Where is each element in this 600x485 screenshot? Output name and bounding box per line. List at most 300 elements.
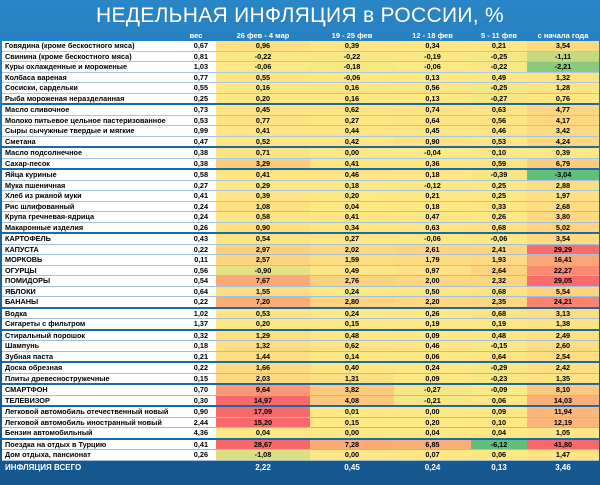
header-period-3: 12 - 18 фев	[412, 31, 453, 40]
row-label: Крупа гречневая-ядрица	[2, 212, 176, 223]
value-cell: 0,24	[394, 362, 471, 373]
value-cell: 1,31	[310, 373, 394, 384]
table-row	[2, 428, 599, 439]
ytd-cell: 2,88	[527, 180, 599, 191]
ytd-cell: 0,39	[527, 147, 599, 158]
row-label: Плиты древесностружечные	[2, 373, 176, 384]
value-cell: 0,68	[471, 222, 527, 233]
value-cell: 14,97	[216, 395, 310, 406]
value-cell: 0,41	[216, 126, 310, 137]
value-cell: 0,00	[394, 406, 471, 417]
table-row	[2, 222, 599, 233]
value-cell: 2,35	[471, 297, 527, 308]
value-cell: 0,48	[310, 330, 394, 341]
value-cell: 2,64	[471, 265, 527, 276]
value-cell: 0,74	[394, 104, 471, 115]
value-cell: 0,26	[394, 308, 471, 319]
value-cell: 0,09	[394, 373, 471, 384]
value-cell: 0,13	[394, 72, 471, 83]
row-weight: 0,90	[176, 406, 216, 417]
row-weight: 0,54	[176, 276, 216, 287]
ytd-cell: 24,21	[527, 297, 599, 308]
table-row	[2, 83, 599, 94]
value-cell: 0,06	[471, 450, 527, 461]
value-cell: -0,06	[471, 233, 527, 244]
ytd-cell: 3,13	[527, 308, 599, 319]
value-cell: 0,50	[394, 286, 471, 297]
table-row	[2, 439, 599, 450]
value-cell: 0,01	[310, 406, 394, 417]
ytd-cell: 1,05	[527, 428, 599, 439]
total-value: 0,13	[491, 462, 507, 472]
value-cell: 0,25	[471, 180, 527, 191]
ytd-cell: 2,49	[527, 330, 599, 341]
row-label: Рыба мороженая неразделанная	[2, 93, 176, 104]
total-value: 3,46	[555, 462, 571, 472]
value-cell: 0,27	[310, 115, 394, 126]
value-cell: 1,29	[216, 330, 310, 341]
value-cell: 0,16	[216, 83, 310, 94]
value-cell: 0,39	[310, 41, 394, 51]
value-cell: 0,64	[394, 115, 471, 126]
ytd-cell: 1,97	[527, 191, 599, 202]
value-cell: 0,96	[216, 41, 310, 51]
value-cell: -0,25	[471, 51, 527, 62]
ytd-cell: 2,60	[527, 341, 599, 352]
header-period-4: 5 - 11 фев	[480, 31, 518, 40]
value-cell: 0,20	[216, 93, 310, 104]
row-label: Сигареты с фильтром	[2, 319, 176, 330]
value-cell: 28,67	[216, 439, 310, 450]
table-row	[2, 180, 599, 191]
value-cell: 3,29	[216, 158, 310, 169]
value-cell: 2,41	[471, 244, 527, 255]
table-row	[2, 244, 599, 255]
value-cell: 1,44	[216, 351, 310, 362]
ytd-cell: 5,54	[527, 286, 599, 297]
value-cell: 2,97	[216, 244, 310, 255]
value-cell: 2,80	[310, 297, 394, 308]
value-cell: -0,39	[471, 169, 527, 180]
row-weight: 0,24	[176, 201, 216, 212]
total-weight	[176, 460, 216, 475]
table-row	[2, 373, 599, 384]
value-cell: 0,55	[216, 72, 310, 83]
row-label: Макаронные изделия	[2, 222, 176, 233]
value-cell: -0,19	[394, 51, 471, 62]
table-row	[2, 191, 599, 202]
row-weight: 0,64	[176, 286, 216, 297]
table-row	[2, 233, 599, 244]
value-cell: 0,25	[471, 191, 527, 202]
ytd-cell: 3,54	[527, 233, 599, 244]
row-weight: 0,32	[176, 330, 216, 341]
value-cell: -0,06	[394, 62, 471, 73]
value-cell: 1,66	[216, 362, 310, 373]
value-cell: 0,97	[394, 265, 471, 276]
value-cell: 0,56	[471, 115, 527, 126]
value-cell: -0,90	[216, 265, 310, 276]
value-cell: 0,04	[394, 428, 471, 439]
value-cell: 0,46	[471, 126, 527, 137]
row-weight: 0,26	[176, 222, 216, 233]
row-label: СМАРТФОН	[2, 384, 176, 395]
value-cell: -0,06	[216, 62, 310, 73]
value-cell: 2,32	[471, 276, 527, 287]
header-weight: вес	[189, 31, 203, 40]
value-cell: 0,62	[310, 104, 394, 115]
row-label: Рис шлифованный	[2, 201, 176, 212]
value-cell: 1,59	[310, 255, 394, 266]
table-row	[2, 297, 599, 308]
row-label: МОРКОВЬ	[2, 255, 176, 266]
value-cell: 0,59	[471, 158, 527, 169]
ytd-cell: 5,02	[527, 222, 599, 233]
value-cell: 0,62	[310, 341, 394, 352]
row-label: Легковой автомобиль отечественный новый	[2, 406, 176, 417]
value-cell: 0,56	[394, 83, 471, 94]
table-row	[2, 255, 599, 266]
value-cell: 1,08	[216, 201, 310, 212]
value-cell: -0,25	[471, 83, 527, 94]
row-label: Шампунь	[2, 341, 176, 352]
row-weight: 0,38	[176, 147, 216, 158]
row-label: Молоко питьевое цельное пастеризованное	[2, 115, 176, 126]
ytd-cell: 41,80	[527, 439, 599, 450]
table-row	[2, 201, 599, 212]
value-cell: 0,16	[310, 93, 394, 104]
total-label: ИНФЛЯЦИЯ ВСЕГО	[5, 462, 82, 472]
row-label: Сахар-песок	[2, 158, 176, 169]
value-cell: 1,93	[471, 255, 527, 266]
row-weight: 1,37	[176, 319, 216, 330]
value-cell: 1,32	[216, 341, 310, 352]
row-weight: 4,36	[176, 428, 216, 439]
value-cell: 0,63	[471, 104, 527, 115]
value-cell: 0,58	[216, 212, 310, 223]
table-row	[2, 319, 599, 330]
table-row	[2, 147, 599, 158]
value-cell: 0,00	[310, 147, 394, 158]
value-cell: 0,18	[394, 201, 471, 212]
value-cell: -0,22	[471, 62, 527, 73]
value-cell: 0,41	[310, 212, 394, 223]
value-cell: 0,46	[394, 341, 471, 352]
row-weight: 0,30	[176, 395, 216, 406]
value-cell: 0,34	[394, 41, 471, 51]
value-cell: 0,06	[471, 395, 527, 406]
ytd-cell: 0,76	[527, 93, 599, 104]
row-label: Легковой автомобиль иностранный новый	[2, 417, 176, 428]
value-cell: -0,27	[471, 93, 527, 104]
value-cell: 0,71	[216, 147, 310, 158]
value-cell: 2,03	[216, 373, 310, 384]
value-cell: 0,26	[471, 212, 527, 223]
value-cell: -0,15	[471, 341, 527, 352]
value-cell: 3,82	[310, 384, 394, 395]
value-cell: 0,68	[471, 308, 527, 319]
value-cell: 0,10	[471, 417, 527, 428]
ytd-cell: 2,42	[527, 362, 599, 373]
value-cell: 0,46	[310, 169, 394, 180]
value-cell: -0,18	[310, 62, 394, 73]
value-cell: 0,24	[310, 286, 394, 297]
row-label: Свинина (кроме бескостного мяса)	[2, 51, 176, 62]
header-ytd: с начала года	[537, 31, 589, 40]
value-cell: 0,29	[216, 180, 310, 191]
value-cell: 0,33	[471, 201, 527, 212]
table-row	[2, 330, 599, 341]
value-cell: 0,21	[471, 41, 527, 51]
value-cell: 0,20	[310, 191, 394, 202]
value-cell: 0,64	[471, 351, 527, 362]
value-cell: 7,28	[310, 439, 394, 450]
row-weight: 0,67	[176, 41, 216, 51]
value-cell: 0,90	[216, 222, 310, 233]
value-cell: -0,06	[394, 233, 471, 244]
row-label: ОГУРЦЫ	[2, 265, 176, 276]
value-cell: 0,49	[471, 72, 527, 83]
total-row	[2, 460, 599, 475]
ytd-cell: 3,80	[527, 212, 599, 223]
ytd-cell: 1,47	[527, 450, 599, 461]
row-weight: 0,56	[176, 265, 216, 276]
value-cell: 0,13	[394, 93, 471, 104]
value-cell: 2,61	[394, 244, 471, 255]
value-cell: 0,44	[310, 126, 394, 137]
value-cell: 0,42	[310, 136, 394, 147]
value-cell: 2,00	[394, 276, 471, 287]
row-label: ЯБЛОКИ	[2, 286, 176, 297]
row-label: Бензин автомобильный	[2, 428, 176, 439]
table-row	[2, 276, 599, 287]
table-row	[2, 72, 599, 83]
value-cell: 0,48	[471, 330, 527, 341]
table-row	[2, 51, 599, 62]
row-weight: 1,03	[176, 62, 216, 73]
table-row	[2, 136, 599, 147]
ytd-cell: 4,77	[527, 104, 599, 115]
row-weight: 0,41	[176, 439, 216, 450]
value-cell: 0,04	[310, 201, 394, 212]
header-period-1: 26 фев - 4 мар	[236, 31, 290, 40]
value-cell: 0,19	[471, 319, 527, 330]
row-weight: 0,18	[176, 341, 216, 352]
row-weight: 1,02	[176, 308, 216, 319]
row-weight: 0,22	[176, 244, 216, 255]
total-value: 0,24	[424, 462, 441, 472]
value-cell: -0,09	[471, 384, 527, 395]
value-cell: 0,45	[216, 104, 310, 115]
value-cell: 15,20	[216, 417, 310, 428]
value-cell: 4,08	[310, 395, 394, 406]
row-label: Сосиски, сардельки	[2, 83, 176, 94]
row-label: Говядина (кроме бескостного мяса)	[2, 41, 176, 51]
value-cell: -0,06	[310, 72, 394, 83]
row-label: Дом отдыха, пансионат	[2, 450, 176, 461]
table-row	[2, 93, 599, 104]
ytd-cell: -3,04	[527, 169, 599, 180]
value-cell: 0,00	[310, 428, 394, 439]
table-row	[2, 362, 599, 373]
table-row	[2, 126, 599, 137]
value-cell: 9,64	[216, 384, 310, 395]
value-cell: 1,55	[216, 286, 310, 297]
value-cell: 0,41	[310, 158, 394, 169]
value-cell: 0,53	[216, 308, 310, 319]
value-cell: -0,22	[216, 51, 310, 62]
value-cell: -6,12	[471, 439, 527, 450]
ytd-cell: 1,32	[527, 72, 599, 83]
row-label: БАНАНЫ	[2, 297, 176, 308]
value-cell: 0,47	[394, 212, 471, 223]
row-weight: 0,38	[176, 158, 216, 169]
value-cell: 0,00	[310, 450, 394, 461]
table-row	[2, 265, 599, 276]
value-cell: 0,41	[216, 169, 310, 180]
value-cell: 1,79	[394, 255, 471, 266]
value-cell: 0,24	[310, 308, 394, 319]
value-cell: -0,29	[471, 362, 527, 373]
value-cell: -1,08	[216, 450, 310, 461]
row-weight: 0,73	[176, 104, 216, 115]
value-cell: 0,54	[216, 233, 310, 244]
row-weight: 0,24	[176, 212, 216, 223]
ytd-cell: 1,35	[527, 373, 599, 384]
table-row	[2, 62, 599, 73]
value-cell: 0,06	[394, 351, 471, 362]
row-label: КАПУСТА	[2, 244, 176, 255]
row-weight: 0,21	[176, 351, 216, 362]
ytd-cell: 22,27	[527, 265, 599, 276]
row-weight: 0,58	[176, 169, 216, 180]
row-weight: 0,11	[176, 255, 216, 266]
header-name	[2, 31, 176, 41]
ytd-cell: 1,28	[527, 83, 599, 94]
value-cell: 2,02	[310, 244, 394, 255]
chart-title: НЕДЕЛЬНАЯ ИНФЛЯЦИЯ в РОССИИ, %	[96, 4, 504, 27]
value-cell: 0,19	[394, 319, 471, 330]
row-weight: 0,77	[176, 72, 216, 83]
value-cell: -0,22	[310, 51, 394, 62]
value-cell: 0,68	[471, 286, 527, 297]
value-cell: 17,09	[216, 406, 310, 417]
row-label: Сметана	[2, 136, 176, 147]
row-weight: 0,27	[176, 180, 216, 191]
ytd-cell: 8,10	[527, 384, 599, 395]
total-value: 0,45	[344, 462, 360, 472]
value-cell: 7,20	[216, 297, 310, 308]
value-cell: 0,36	[394, 158, 471, 169]
value-cell: -0,04	[394, 147, 471, 158]
value-cell: 0,34	[310, 222, 394, 233]
ytd-cell: 29,29	[527, 244, 599, 255]
row-weight: 0,55	[176, 83, 216, 94]
row-weight: 0,25	[176, 93, 216, 104]
table-row	[2, 351, 599, 362]
value-cell: -0,23	[471, 373, 527, 384]
row-label: Мука пшеничная	[2, 180, 176, 191]
ytd-cell: -1,11	[527, 51, 599, 62]
value-cell: 0,21	[394, 191, 471, 202]
value-cell: 6,85	[394, 439, 471, 450]
table-row	[2, 115, 599, 126]
row-label: ПОМИДОРЫ	[2, 276, 176, 287]
table-row	[2, 286, 599, 297]
value-cell: 0,27	[310, 233, 394, 244]
ytd-cell: 2,54	[527, 351, 599, 362]
value-cell: 0,52	[216, 136, 310, 147]
header-row	[2, 31, 599, 41]
header-period-2: 19 - 25 фев	[331, 31, 373, 40]
table-row	[2, 169, 599, 180]
value-cell: 0,49	[310, 265, 394, 276]
ytd-cell: 12,19	[527, 417, 599, 428]
value-cell: 0,16	[310, 83, 394, 94]
row-weight: 0,22	[176, 297, 216, 308]
row-label: КАРТОФЕЛЬ	[2, 233, 176, 244]
table-row	[2, 395, 599, 406]
row-weight: 0,43	[176, 233, 216, 244]
ytd-cell: 3,42	[527, 126, 599, 137]
row-weight: 0,26	[176, 450, 216, 461]
row-label: Хлеб из ржаной муки	[2, 191, 176, 202]
value-cell: 0,53	[471, 136, 527, 147]
value-cell: 0,15	[310, 417, 394, 428]
ytd-cell: -2,21	[527, 62, 599, 73]
row-weight: 2,44	[176, 417, 216, 428]
value-cell: 0,18	[394, 169, 471, 180]
value-cell: 7,67	[216, 276, 310, 287]
value-cell: -0,12	[394, 180, 471, 191]
row-weight: 0,22	[176, 362, 216, 373]
value-cell: 0,90	[394, 136, 471, 147]
row-label: Водка	[2, 308, 176, 319]
value-cell: 0,63	[394, 222, 471, 233]
table-row	[2, 104, 599, 115]
table-row	[2, 41, 599, 51]
row-label: Колбаса вареная	[2, 72, 176, 83]
value-cell: 0,15	[310, 319, 394, 330]
row-label: ТЕЛЕВИЗОР	[2, 395, 176, 406]
row-label: Стиральный порошок	[2, 330, 176, 341]
value-cell: 0,09	[471, 406, 527, 417]
value-cell: 0,14	[310, 351, 394, 362]
ytd-cell: 16,41	[527, 255, 599, 266]
ytd-cell: 2,68	[527, 201, 599, 212]
row-weight: 0,41	[176, 191, 216, 202]
table-row	[2, 384, 599, 395]
row-label: Масло сливочное	[2, 104, 176, 115]
value-cell: 0,09	[394, 330, 471, 341]
row-label: Яйца куриные	[2, 169, 176, 180]
table-row	[2, 158, 599, 169]
table-row	[2, 406, 599, 417]
row-label: Масло подсолнечное	[2, 147, 176, 158]
value-cell: 0,40	[310, 362, 394, 373]
value-cell: 2,20	[394, 297, 471, 308]
ytd-cell: 6,79	[527, 158, 599, 169]
row-label: Доска обрезная	[2, 362, 176, 373]
row-label: Поездка на отдых в Турцию	[2, 439, 176, 450]
row-weight: 0,81	[176, 51, 216, 62]
ytd-cell: 4,17	[527, 115, 599, 126]
value-cell: 0,04	[471, 428, 527, 439]
value-cell: 0,18	[310, 180, 394, 191]
ytd-cell: 14,03	[527, 395, 599, 406]
ytd-cell: 1,38	[527, 319, 599, 330]
ytd-cell: 29,05	[527, 276, 599, 287]
